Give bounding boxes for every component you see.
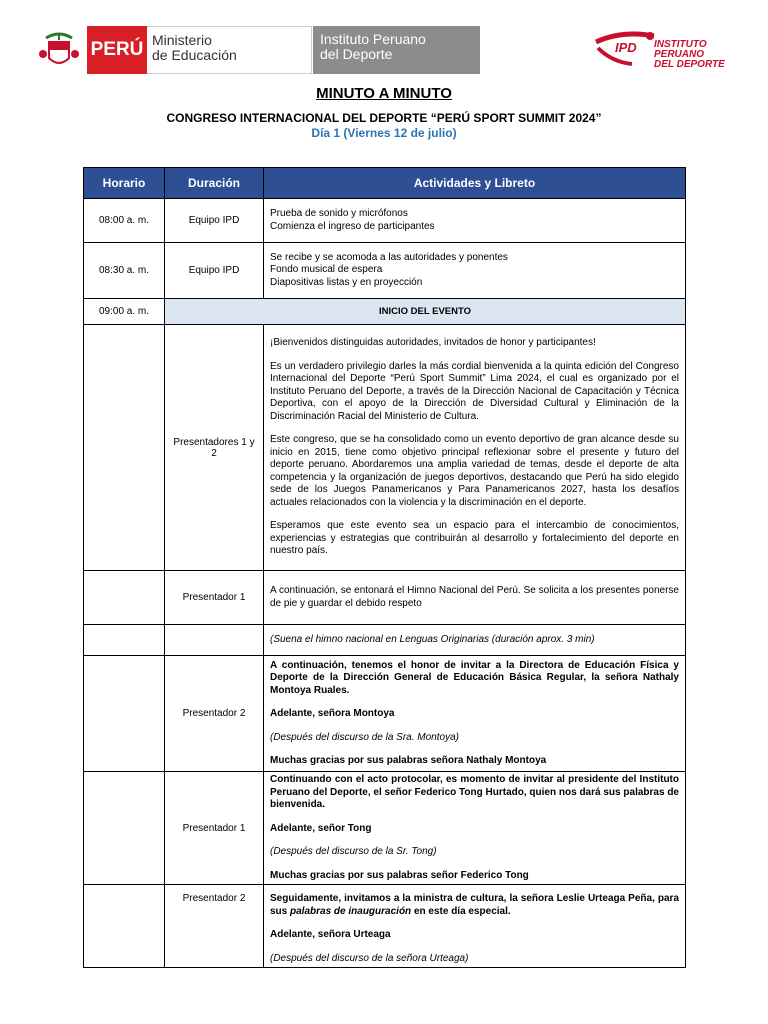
ipd-logo-text: INSTITUTO PERUANO DEL DEPORTE: [654, 39, 725, 70]
time-cell: [84, 571, 165, 625]
duration-cell: Presentador 1: [165, 571, 264, 625]
header-horario: Horario: [84, 168, 165, 199]
day-subtitle: Día 1 (Viernes 12 de julio): [311, 126, 457, 140]
time-cell: [84, 325, 165, 571]
table-row: [84, 243, 686, 299]
activity-cell: Continuando con el acto protocolar, es momento de invitar al presidente del Instituto Peruano del Deporte, el señor Federico Tong Hurtado, quien nos dará sus palabras de bienvenida. Adelante, señor Tong (Después del discurso de la Sr. Tong) Muchas gracias por sus palabras señor Federico Tong: [264, 772, 686, 885]
time-cell: 09:00 a. m.: [84, 299, 165, 325]
activity-cell: A continuación, tenemos el honor de invitar a la Directora de Educación Física y Deporte de la Dirección General de Educación Básica Regular, la señora Nathaly Montoya Ruales. Adelante, señora Montoya (Después del discurso de la Sra. Montoya) Muchas gracias por sus palabras señora Nathaly Montoya: [264, 656, 686, 772]
ministerio-educacion-logo: Ministerio de Educación: [147, 26, 312, 74]
table-row: [84, 625, 686, 656]
activity-cell: (Suena el himno nacional en Lenguas Originarias (duración aprox. 3 min): [264, 625, 686, 656]
header-duracion: Duración: [165, 168, 264, 199]
congress-title: CONGRESO INTERNACIONAL DEL DEPORTE “PERÚ SPORT SUMMIT 2024”: [166, 111, 602, 125]
header-actividades: Actividades y Libreto: [264, 168, 686, 199]
peru-coat-of-arms-icon: [38, 28, 80, 74]
peru-label: PERÚ: [87, 26, 147, 74]
activity-cell: A continuación, se entonará el Himno Nacional del Perú. Se solicita a los presentes ponerse de pie y guardar el debido respeto: [264, 571, 686, 625]
table-row: [84, 299, 686, 325]
duration-cell: [165, 625, 264, 656]
duration-cell: Presentador 2: [165, 656, 264, 772]
event-start-cell: INICIO DEL EVENTO: [165, 299, 686, 325]
duration-cell: Equipo IPD: [165, 199, 264, 243]
activity-cell: Se recibe y se acomoda a las autoridades y ponentes Fondo musical de espera Diapositivas listas y en proyección: [264, 243, 686, 299]
table-row: [84, 325, 686, 571]
table-header-row: [84, 168, 686, 199]
time-cell: [84, 885, 165, 968]
table-row: [84, 885, 686, 968]
activity-cell: Seguidamente, invitamos a la ministra de cultura, la señora Leslie Urteaga Peña, para sus palabras de inauguración en este día especial. Adelante, señora Urteaga (Después del discurso de la señora Urteaga): [264, 885, 686, 968]
table-row: [84, 571, 686, 625]
duration-cell: Presentador 2: [165, 885, 264, 968]
header-logos: [0, 0, 768, 86]
time-cell: [84, 772, 165, 885]
schedule-table: [83, 167, 686, 968]
duration-cell: Presentador 1: [165, 772, 264, 885]
time-cell: 08:00 a. m.: [84, 199, 165, 243]
duration-cell: Presentadores 1 y 2: [165, 325, 264, 571]
table-row: [84, 656, 686, 772]
time-cell: [84, 625, 165, 656]
table-row: [84, 199, 686, 243]
table-row: [84, 772, 686, 885]
activity-cell: Prueba de sonido y micrófonos Comienza el ingreso de participantes: [264, 199, 686, 243]
duration-cell: Equipo IPD: [165, 243, 264, 299]
activity-cell: ¡Bienvenidos distinguidas autoridades, invitados de honor y participantes! Es un verdadero privilegio darles la más cordial bienvenida a la quinta edición del Congreso Internacional del Deporte “Perú Sport Summit” Lima 2024, el cual es organizado por el Instituto Peruano del Deporte, a través de la Dirección Nacional de Capacitación y Técnica Deportiva, con el apoyo de la Dirección de Diversidad Cultural y Eliminación de la Discriminación Racial del Ministerio de Cultura. Este congreso, que se ha consolidado como un evento deportivo de gran alcance desde su inicio en 2015, tiene como objetivo principal reflexionar sobre el presente y futuro del deporte peruano. Abordaremos una amplia variedad de temas, desde el deporte de alta competencia y la organización de juegos deportivos, destacando que Perú ha sido elegido sede de los Juegos Panamericanos y Para Panamericanos 2027, hasta los desafíos actuales relacionados con la violencia y la discriminación en el deporte. Esperamos que este evento sea un espacio para el intercambio de conocimientos, experiencias y estrategias que contribuirán al desarrollo y fortalecimiento del deporte en nuestro país.: [264, 325, 686, 571]
ipd-mark: IPD: [615, 40, 637, 55]
time-cell: 08:30 a. m.: [84, 243, 165, 299]
ipd-gray-logo: Instituto Peruano del Deporte: [313, 26, 480, 74]
time-cell: [84, 656, 165, 772]
page-title: MINUTO A MINUTO: [316, 85, 452, 102]
